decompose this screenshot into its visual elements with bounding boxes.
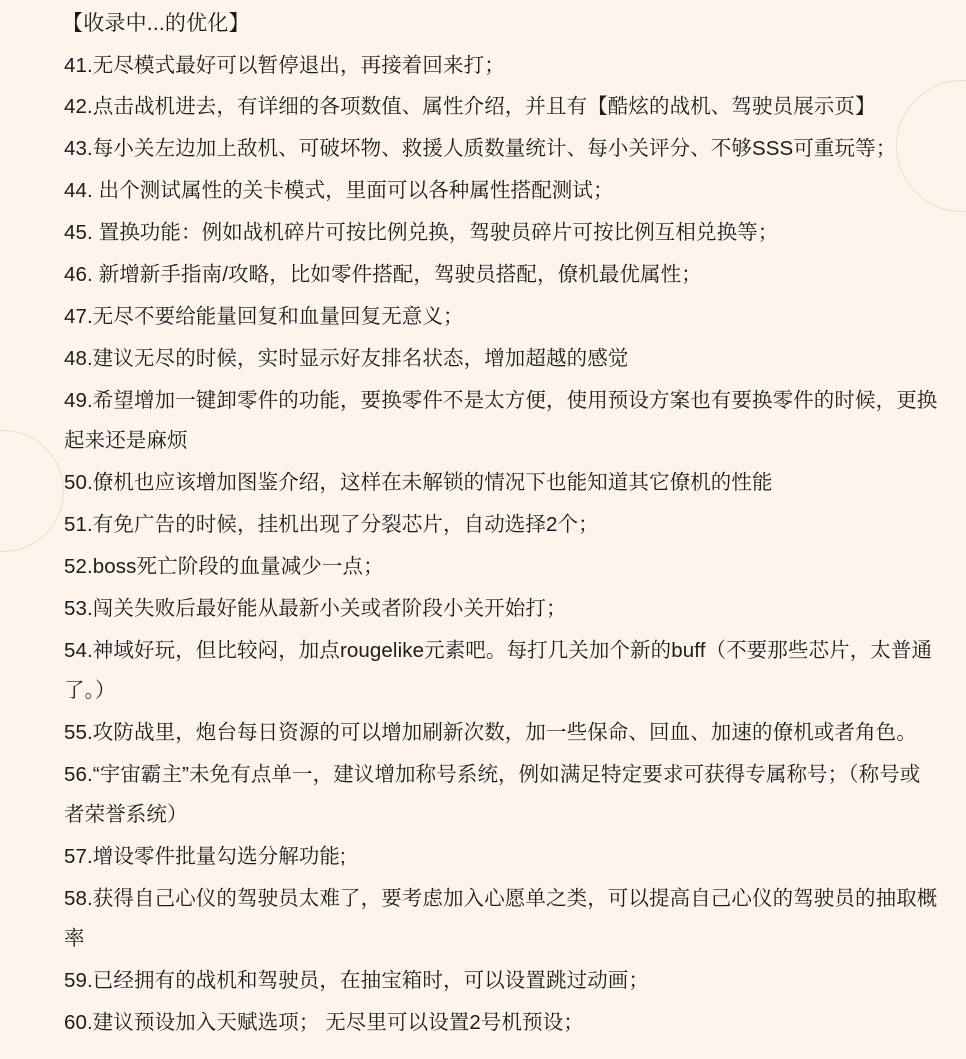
- list-item: 51.有免广告的时候，挂机出现了分裂芯片，自动选择2个；: [64, 513, 599, 537]
- list-item: 59.已经拥有的战机和驾驶员，在抽宝箱时，可以设置跳过动画；: [64, 968, 649, 992]
- list-item: 43.每小关左边加上敌机、可破坏物、救援人质数量统计、每小关评分、不够SSS可重玩等；: [64, 137, 897, 161]
- list-item: 55.攻防战里，炮台每日资源的可以增加刷新次数，加一些保命、回血、加速的僚机或者角色。: [64, 721, 917, 744]
- list-item: 42.点击战机进去，有详细的各项数值、属性介绍，并且有【酷炫的战机、驾驶员展示页】: [64, 95, 876, 119]
- list-item: 53.闯关失败后最好能从最新小关或者阶段小关开始打；: [64, 597, 567, 621]
- suggestion-list: [22, 46, 944, 1043]
- list-item: 54.神域好玩，但比较闷，加点rougelike元素吧。每打几关加个新的buff（不要那些芯片，太普通了。）: [64, 639, 933, 703]
- list-item: 41.无尽模式最好可以暂停退出，再接着回来打；: [64, 53, 505, 77]
- list-item: 58.获得自己心仪的驾驶员太难了，要考虑加入心愿单之类，可以提高自己心仪的驾驶员的抽取概率: [64, 886, 938, 950]
- list-item: 60.建议预设加入天赋选项； 无尽里可以设置2号机预设；: [64, 1010, 584, 1034]
- list-item: 46. 新增新手指南/攻略，比如零件搭配，驾驶员搭配，僚机最优属性；: [64, 263, 702, 287]
- list-item: 56.“宇宙霸主”未免有点单一，建议增加称号系统，例如满足特定要求可获得专属称号；（称号或者荣誉系统）: [64, 762, 921, 826]
- list-item: 44. 出个测试属性的关卡模式，里面可以各种属性搭配测试；: [64, 179, 614, 203]
- list-item: 49.希望增加一键卸零件的功能，要换零件不是太方便，使用预设方案也有要换零件的时候，更换起来还是麻烦: [64, 389, 938, 453]
- list-item: 52.boss死亡阶段的血量减少一点；: [64, 555, 384, 579]
- list-item: 48.建议无尽的时候，实时显示好友排名状态，增加超越的感觉: [64, 347, 629, 371]
- list-item: 45. 置换功能：例如战机碎片可按比例兑换，驾驶员碎片可按比例互相兑换等；: [64, 221, 779, 245]
- list-item: 47.无尽不要给能量回复和血量回复无意义；: [64, 305, 464, 329]
- page-title: 【收录中...的优化】: [62, 12, 250, 35]
- list-item: 57.增设零件批量勾选分解功能;: [64, 844, 346, 868]
- list-item: 50.僚机也应该增加图鉴介绍，这样在未解锁的情况下也能知道其它僚机的性能: [64, 471, 773, 495]
